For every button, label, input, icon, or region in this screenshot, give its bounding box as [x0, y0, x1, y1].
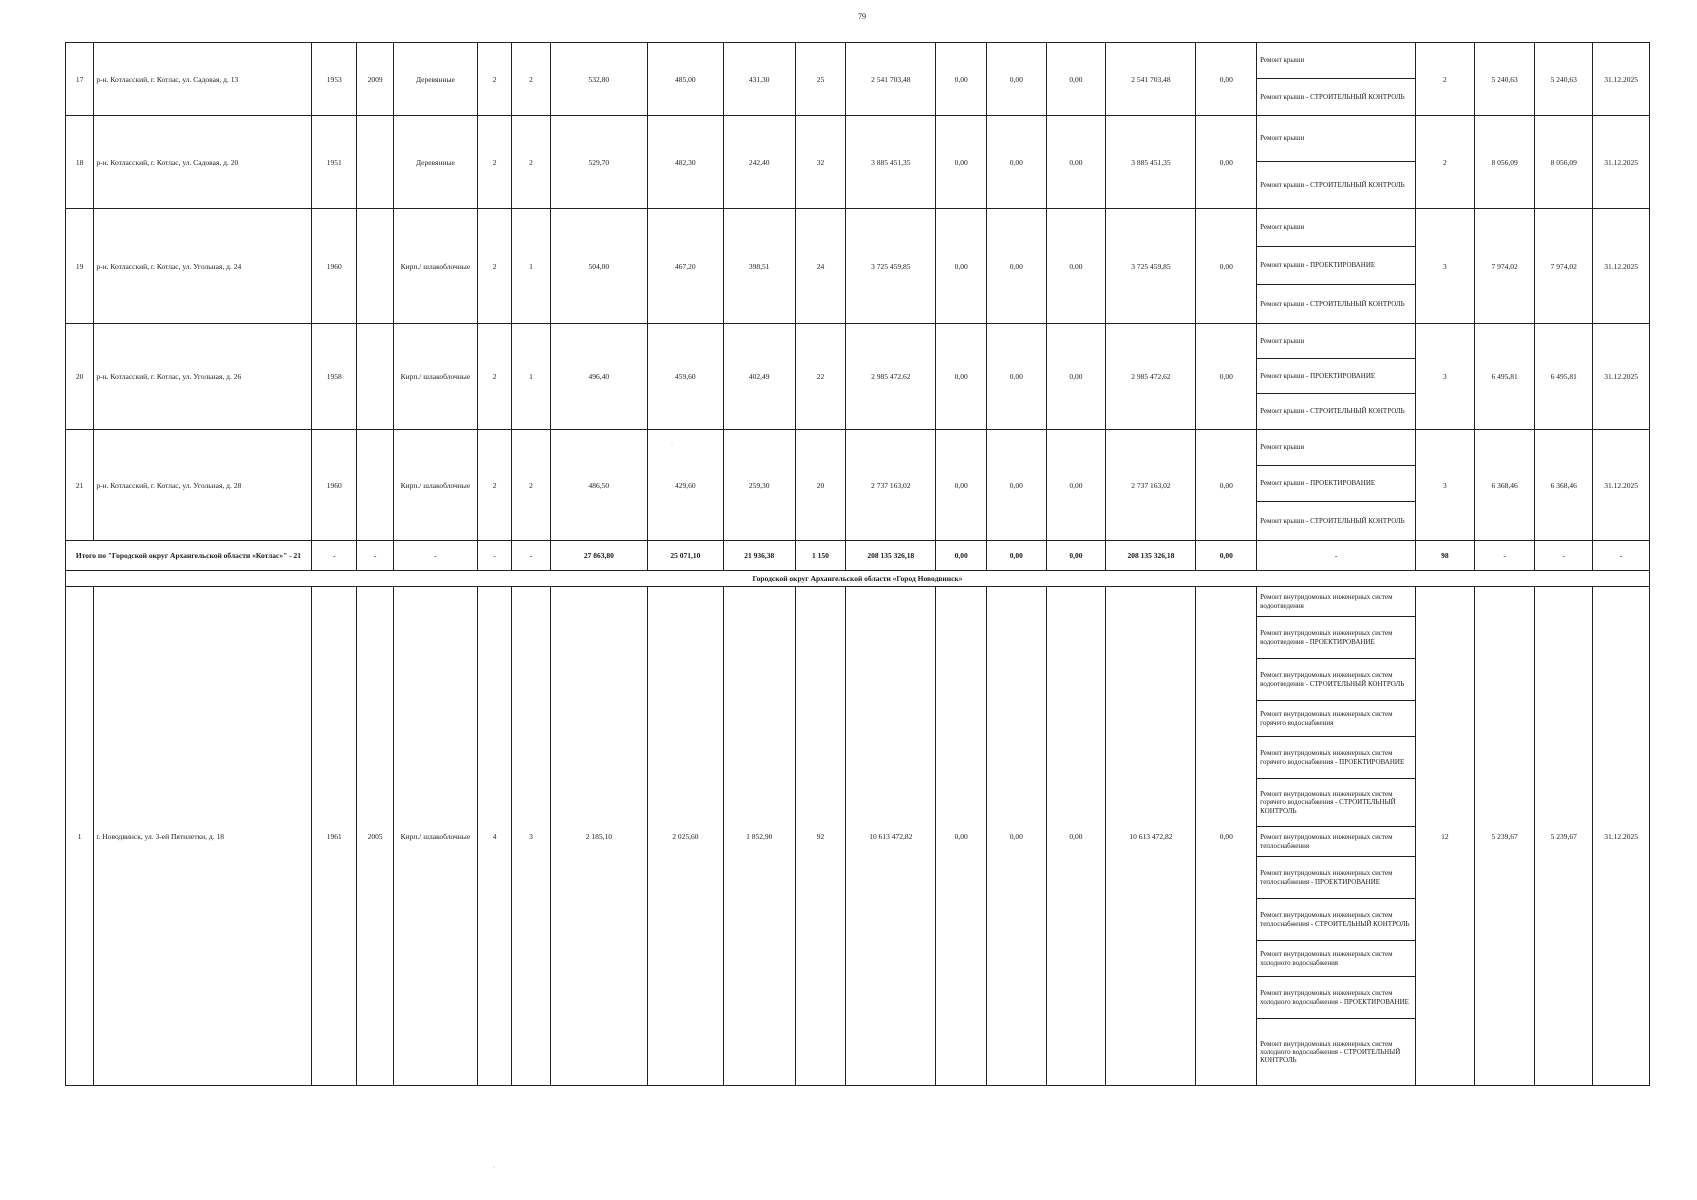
cell-walls: Кирп./ шлакоблочные: [393, 430, 477, 541]
cell-fund3: 0,00: [1046, 430, 1106, 541]
total-area-total: 27 863,80: [550, 541, 647, 571]
cell-unit-cost: 6 495,81: [1474, 324, 1535, 430]
cell-floors: 2: [477, 43, 511, 116]
table-row: [66, 43, 1650, 116]
work-item: Ремонт внутридомовых инженерных систем холодного водоснабжения: [1257, 941, 1415, 977]
table-row: [66, 324, 1650, 430]
cell-address: г. Новодвинск, ул. 3-ей Пятилетки, д. 18: [94, 587, 312, 1086]
work-item: Ремонт внутридомовых инженерных систем теплоснабжения - СТРОИТЕЛЬНЫЙ КОНТРОЛЬ: [1257, 899, 1415, 941]
cell-walls: Кирп./ шлакоблочные: [393, 587, 477, 1086]
cell-work-count: 12: [1416, 587, 1475, 1086]
dash-cell: -: [357, 541, 393, 571]
cell-cost-total: 10 613 472,82: [846, 587, 936, 1086]
cell-year-built: 1958: [311, 324, 357, 430]
cell-fund1: 0,00: [936, 116, 987, 209]
cell-unit-cost: 7 974,02: [1474, 209, 1535, 324]
cell-unit-cost: 6 368,46: [1474, 430, 1535, 541]
work-item: Ремонт внутридомовых инженерных систем водоотведения - СТРОИТЕЛЬНЫЙ КОНТРОЛЬ: [1257, 659, 1415, 701]
cell-num: 21: [66, 430, 94, 541]
total-fund1: 0,00: [936, 541, 987, 571]
cell-area-living: 429,60: [647, 430, 723, 541]
total-label: Итого по "Городской округ Архангельской области «Котлас»" - 21: [66, 541, 312, 571]
page-number: 79: [858, 12, 866, 21]
cell-year-built: 1951: [311, 116, 357, 209]
total-fund-owners: 208 135 326,18: [1106, 541, 1196, 571]
section-title: Городской округ Архангельской области «Город Новодвинск»: [66, 571, 1650, 587]
cell-floors: 2: [477, 209, 511, 324]
scan-mark: ·: [493, 1165, 495, 1171]
cell-area-total: 2 185,10: [550, 587, 647, 1086]
cell-year-built: 1960: [311, 209, 357, 324]
cell-fund1: 0,00: [936, 587, 987, 1086]
cell-address: р-н. Котласский, г. Котлас, ул. Угольная, д. 26: [94, 324, 312, 430]
cell-address: р-н. Котласский, г. Котлас, ул. Садовая, д. 13: [94, 43, 312, 116]
cell-fund-owners: 2 985 472,62: [1106, 324, 1196, 430]
cell-entrances: 1: [512, 324, 550, 430]
work-item: Ремонт крыши - ПРОЕКТИРОВАНИЕ: [1257, 247, 1415, 285]
total-cost-total: 208 135 326,18: [846, 541, 936, 571]
work-item: Ремонт крыши - СТРОИТЕЛЬНЫЙ КОНТРОЛЬ: [1260, 92, 1405, 101]
cell-year-built: 1953: [311, 43, 357, 116]
cell-residents: 25: [795, 43, 846, 116]
cell-fund3: 0,00: [1046, 209, 1106, 324]
cell-entrances: 2: [512, 430, 550, 541]
cell-fund3: 0,00: [1046, 43, 1106, 116]
work-item: Ремонт внутридомовых инженерных систем теплоснабжения: [1257, 827, 1415, 857]
cell-fund-owners: 10 613 472,82: [1106, 587, 1196, 1086]
cell-residents: 24: [795, 209, 846, 324]
cell-area-total: 496,40: [550, 324, 647, 430]
cell-unit-cost: 8 056,09: [1474, 116, 1535, 209]
work-item: Ремонт внутридомовых инженерных систем водоотведения - ПРОЕКТИРОВАНИЕ: [1257, 617, 1415, 659]
cell-work-count: 3: [1416, 324, 1475, 430]
cell-num: 1: [66, 587, 94, 1086]
cell-other: 0,00: [1196, 116, 1257, 209]
cell-other: 0,00: [1196, 209, 1257, 324]
cell-fund2: 0,00: [986, 116, 1046, 209]
works-cell: [1257, 324, 1416, 430]
cell-deadline: 31.12.2025: [1593, 209, 1650, 324]
cell-area-residential: 259,30: [723, 430, 795, 541]
work-item: Ремонт крыши - ПРОЕКТИРОВАНИЕ: [1257, 359, 1415, 394]
work-item: Ремонт внутридомовых инженерных систем холодного водоснабжения - СТРОИТЕЛЬНЫЙ КОНТРОЛЬ: [1260, 1039, 1401, 1065]
works-cell: [1257, 587, 1416, 1086]
table-row: [66, 587, 1650, 1086]
work-item: Ремонт внутридомовых инженерных систем водоотведения: [1257, 587, 1415, 617]
cell-fund2: 0,00: [986, 587, 1046, 1086]
cell-fund-owners: 3 725 459,85: [1106, 209, 1196, 324]
work-item: Ремонт крыши: [1257, 430, 1415, 466]
cell-deadline: 31.12.2025: [1593, 43, 1650, 116]
cell-year-repair: 2009: [357, 43, 393, 116]
cell-address: р-н. Котласский, г. Котлас, ул. Садовая, д. 20: [94, 116, 312, 209]
work-item: Ремонт внутридомовых инженерных систем горячего водоснабжения - СТРОИТЕЛЬНЫЙ КОНТРОЛЬ: [1257, 779, 1415, 827]
cell-fund1: 0,00: [936, 430, 987, 541]
cell-walls: Кирп./ шлакоблочные: [393, 209, 477, 324]
cell-max-cost: 6 495,81: [1535, 324, 1593, 430]
cell-residents: 22: [795, 324, 846, 430]
cell-other: 0,00: [1196, 587, 1257, 1086]
cell-num: 19: [66, 209, 94, 324]
cell-walls: Деревянные: [393, 116, 477, 209]
work-item: Ремонт внутридомовых инженерных систем горячего водоснабжения: [1257, 701, 1415, 737]
cell-year-built: 1961: [311, 587, 357, 1086]
cell-area-residential: 1 852,90: [723, 587, 795, 1086]
cell-fund-owners: 2 737 163,02: [1106, 430, 1196, 541]
dash-cell: -: [512, 541, 550, 571]
cell-year-repair: [357, 116, 393, 209]
cell-area-total: 529,70: [550, 116, 647, 209]
cell-max-cost: 8 056,09: [1535, 116, 1593, 209]
cell-year-repair: [357, 430, 393, 541]
total-area-residential: 21 936,38: [723, 541, 795, 571]
cell-work-count: 3: [1416, 209, 1475, 324]
work-item: Ремонт крыши: [1257, 43, 1415, 79]
cell-max-cost: 5 240,63: [1535, 43, 1593, 116]
cell-other: 0,00: [1196, 430, 1257, 541]
work-item: Ремонт внутридомовых инженерных систем холодного водоснабжения - ПРОЕКТИРОВАНИЕ: [1257, 977, 1415, 1019]
work-item: Ремонт крыши: [1257, 209, 1415, 247]
cell-entrances: 1: [512, 209, 550, 324]
cell-max-cost: 7 974,02: [1535, 209, 1593, 324]
work-item: Ремонт крыши - СТРОИТЕЛЬНЫЙ КОНТРОЛЬ: [1260, 407, 1405, 416]
cell-area-living: 2 025,60: [647, 587, 723, 1086]
cell-year-repair: [357, 209, 393, 324]
cell-unit-cost: 5 240,63: [1474, 43, 1535, 116]
dash-cell: -: [1257, 541, 1416, 571]
cell-num: 17: [66, 43, 94, 116]
cell-area-residential: 402,49: [723, 324, 795, 430]
cell-work-count: 2: [1416, 43, 1475, 116]
cell-area-total: 486,50: [550, 430, 647, 541]
total-fund3: 0,00: [1046, 541, 1106, 571]
dash-cell: -: [1593, 541, 1650, 571]
cell-fund-owners: 3 885 451,35: [1106, 116, 1196, 209]
cell-address: р-н. Котласский, г. Котлас, ул. Угольная, д. 28: [94, 430, 312, 541]
cell-floors: 4: [477, 587, 511, 1086]
cell-cost-total: 2 985 472,62: [846, 324, 936, 430]
cell-walls: Кирп./ шлакоблочные: [393, 324, 477, 430]
works-cell: [1257, 209, 1416, 324]
cell-walls: Деревянные: [393, 43, 477, 116]
dash-cell: -: [393, 541, 477, 571]
cell-cost-total: 2 737 163,02: [846, 430, 936, 541]
cell-area-residential: 431,30: [723, 43, 795, 116]
table-row: [66, 209, 1650, 324]
work-item: Ремонт крыши - СТРОИТЕЛЬНЫЙ КОНТРОЛЬ: [1260, 299, 1405, 308]
cell-fund2: 0,00: [986, 324, 1046, 430]
cell-area-residential: 398,51: [723, 209, 795, 324]
cell-num: 20: [66, 324, 94, 430]
works-cell: [1257, 43, 1416, 116]
cell-fund3: 0,00: [1046, 587, 1106, 1086]
work-item: Ремонт внутридомовых инженерных систем горячего водоснабжения - ПРОЕКТИРОВАНИЕ: [1257, 737, 1415, 779]
work-item: Ремонт крыши - ПРОЕКТИРОВАНИЕ: [1257, 466, 1415, 502]
works-cell: [1257, 430, 1416, 541]
work-item: Ремонт крыши - СТРОИТЕЛЬНЫЙ КОНТРОЛЬ: [1260, 516, 1405, 525]
table-row: [66, 430, 1650, 541]
cell-floors: 2: [477, 116, 511, 209]
cell-fund1: 0,00: [936, 324, 987, 430]
section-row: [66, 571, 1650, 587]
cell-address: р-н. Котласский, г. Котлас, ул. Угольная, д. 24: [94, 209, 312, 324]
cell-fund1: 0,00: [936, 43, 987, 116]
cell-entrances: 2: [512, 116, 550, 209]
cell-unit-cost: 5 239,67: [1474, 587, 1535, 1086]
cell-residents: 92: [795, 587, 846, 1086]
cell-fund2: 0,00: [986, 43, 1046, 116]
repair-program-table: [65, 42, 1650, 1086]
work-item: Ремонт внутридомовых инженерных систем теплоснабжения - ПРОЕКТИРОВАНИЕ: [1257, 857, 1415, 899]
cell-deadline: 31.12.2025: [1593, 324, 1650, 430]
total-area-living: 25 071,10: [647, 541, 723, 571]
dash-cell: -: [1474, 541, 1535, 571]
total-fund2: 0,00: [986, 541, 1046, 571]
cell-fund-owners: 2 541 703,48: [1106, 43, 1196, 116]
cell-deadline: 31.12.2025: [1593, 430, 1650, 541]
cell-year-repair: [357, 324, 393, 430]
cell-year-repair: 2005: [357, 587, 393, 1086]
cell-fund3: 0,00: [1046, 324, 1106, 430]
total-row: [66, 541, 1650, 571]
cell-residents: 20: [795, 430, 846, 541]
cell-area-living: 459,60: [647, 324, 723, 430]
cell-num: 18: [66, 116, 94, 209]
cell-floors: 2: [477, 324, 511, 430]
cell-area-total: 504,00: [550, 209, 647, 324]
cell-max-cost: 5 239,67: [1535, 587, 1593, 1086]
total-work-count: 98: [1416, 541, 1475, 571]
cell-fund1: 0,00: [936, 209, 987, 324]
dash-cell: -: [477, 541, 511, 571]
cell-area-total: 532,80: [550, 43, 647, 116]
cell-area-living: 482,30: [647, 116, 723, 209]
cell-max-cost: 6 368,46: [1535, 430, 1593, 541]
cell-other: 0,00: [1196, 324, 1257, 430]
cell-cost-total: 3 885 451,35: [846, 116, 936, 209]
cell-fund2: 0,00: [986, 430, 1046, 541]
cell-deadline: 31.12.2025: [1593, 587, 1650, 1086]
work-item: Ремонт крыши - СТРОИТЕЛЬНЫЙ КОНТРОЛЬ: [1260, 180, 1405, 189]
cell-fund3: 0,00: [1046, 116, 1106, 209]
dash-cell: -: [1535, 541, 1593, 571]
dash-cell: -: [311, 541, 357, 571]
cell-cost-total: 2 541 703,48: [846, 43, 936, 116]
cell-other: 0,00: [1196, 43, 1257, 116]
cell-deadline: 31.12.2025: [1593, 116, 1650, 209]
cell-work-count: 3: [1416, 430, 1475, 541]
works-cell: [1257, 116, 1416, 209]
work-item: Ремонт крыши: [1257, 324, 1415, 359]
cell-residents: 32: [795, 116, 846, 209]
scan-mark: ·: [671, 441, 673, 447]
cell-work-count: 2: [1416, 116, 1475, 209]
cell-fund2: 0,00: [986, 209, 1046, 324]
cell-area-residential: 242,40: [723, 116, 795, 209]
cell-cost-total: 3 725 459,85: [846, 209, 936, 324]
total-residents: 1 150: [795, 541, 846, 571]
total-other: 0,00: [1196, 541, 1257, 571]
cell-entrances: 2: [512, 43, 550, 116]
cell-year-built: 1960: [311, 430, 357, 541]
cell-area-living: 467,20: [647, 209, 723, 324]
cell-entrances: 3: [512, 587, 550, 1086]
work-item: Ремонт крыши: [1257, 116, 1415, 162]
cell-area-living: 485,00: [647, 43, 723, 116]
cell-floors: 2: [477, 430, 511, 541]
table-row: [66, 116, 1650, 209]
